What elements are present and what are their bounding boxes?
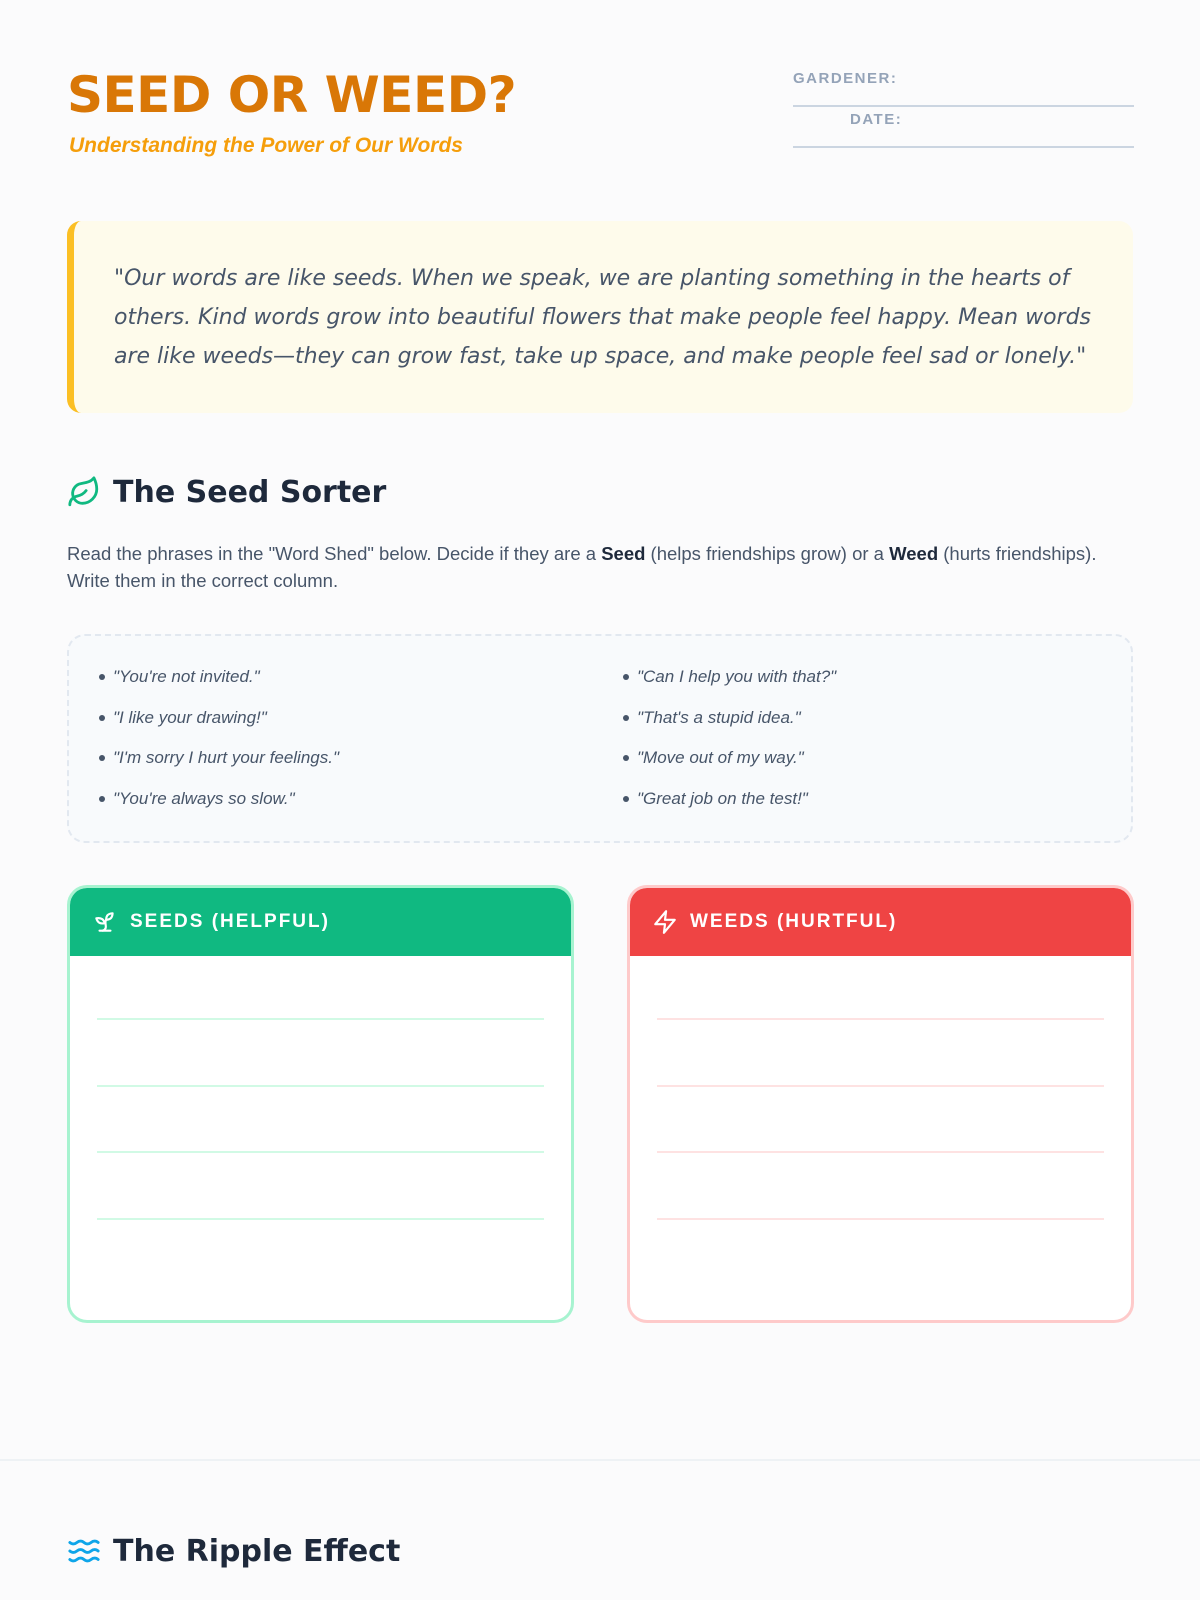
weed-keyword: Weed [889,543,939,564]
lightning-icon [652,909,678,935]
bullet [623,715,629,721]
phrase-text: "That's a stupid idea." [637,708,801,727]
bullet [623,674,629,680]
phrase-item [623,789,808,809]
quote-callout [67,221,1133,413]
word-shed [67,634,1133,843]
page-title: SEED OR WEED? [67,66,517,124]
writing-line[interactable] [97,1085,544,1087]
waves-icon [67,1534,101,1568]
date-label: DATE: [850,111,903,128]
seeds-column [67,885,574,1323]
writing-line[interactable] [657,1151,1104,1153]
seed-keyword: Seed [601,543,646,564]
weeds-column-header [630,888,1131,956]
writing-line[interactable] [97,1018,544,1020]
bullet [623,796,629,802]
writing-line[interactable] [97,1218,544,1220]
ripple-effect-heading [67,1531,400,1571]
quote-text: "Our words are like seeds. When we speak, we are planting something in the hearts of others. Kind words grow into beautiful flowers that make people feel happy. Mean words are like weeds—they can grow fast, take up space, and make people feel sad or lonely." [114,266,1092,369]
date-field[interactable] [793,107,1134,148]
phrase-text: "You're always so slow." [113,789,295,808]
seed-sorter-heading [67,472,386,512]
writing-line[interactable] [657,1085,1104,1087]
name-date-fields [793,66,1134,148]
instructions-text: (helps friendships grow) or a [645,543,890,564]
page-subtitle: Understanding the Power of Our Words [69,134,463,157]
seed-sorter-title: The Seed Sorter [113,474,387,510]
writing-line[interactable] [657,1018,1104,1020]
sprout-icon [92,909,118,935]
phrase-item [99,708,267,728]
gardener-field[interactable] [793,66,1134,107]
phrase-text: "Can I help you with that?" [637,667,837,686]
instructions-text: (hurts friendships). Write them in the correct column. [67,543,1097,591]
phrase-item [99,667,260,687]
gardener-label: GARDENER: [793,70,898,87]
ripple-effect-title: The Ripple Effect [113,1533,401,1569]
seeds-column-header [70,888,571,956]
writing-line[interactable] [657,1218,1104,1220]
worksheet-header [67,66,1133,176]
phrase-text: "I'm sorry I hurt your feelings." [113,748,339,767]
bullet [99,796,105,802]
bullet [99,674,105,680]
section-divider [0,1459,1200,1461]
seeds-column-label: SEEDS (HELPFUL) [130,911,330,932]
phrase-item [623,708,801,728]
phrase-text: "Great job on the test!" [637,789,808,808]
phrase-item [99,789,295,809]
weeds-column-label: WEEDS (HURTFUL) [690,911,898,932]
phrase-text: "I like your drawing!" [113,708,267,727]
sorter-instructions [67,540,1133,594]
instructions-text: Read the phrases in the "Word Shed" below. Decide if they are a [67,543,602,564]
phrase-text: "You're not invited." [113,667,260,686]
bullet [623,755,629,761]
phrase-item [623,748,804,768]
phrase-item [99,748,339,768]
phrase-text: "Move out of my way." [637,748,804,767]
writing-line[interactable] [97,1151,544,1153]
phrase-item [623,667,836,687]
weeds-column [627,885,1134,1323]
bullet [99,715,105,721]
bullet [99,755,105,761]
leaf-icon [67,475,101,509]
